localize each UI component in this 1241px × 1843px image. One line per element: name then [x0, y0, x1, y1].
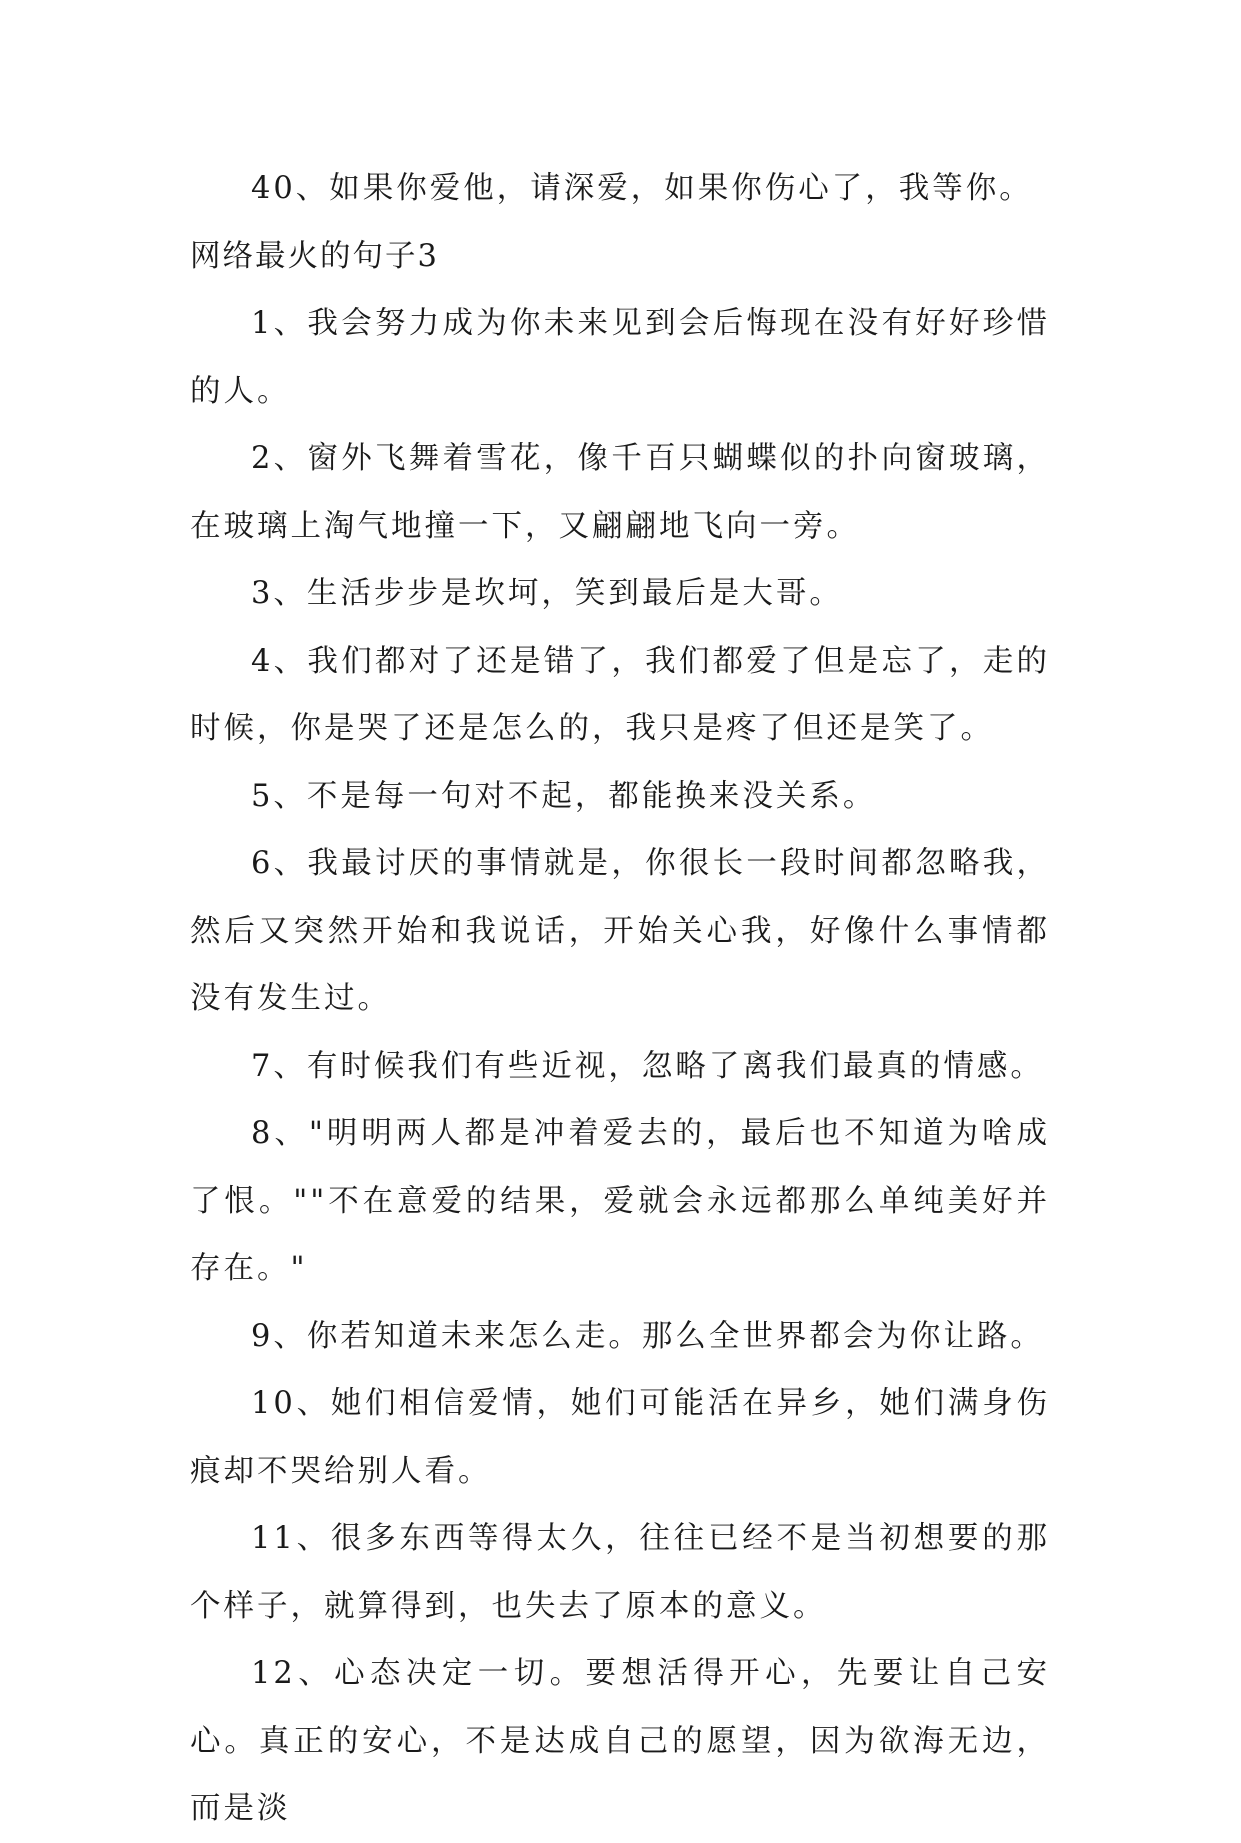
paragraph: 11、很多东西等得太久，往往已经不是当初想要的那个样子，就算得到，也失去了原本的意义。	[190, 1521, 1050, 1624]
section-heading: 网络最火的句子3	[190, 238, 439, 274]
paragraph: 7、有时候我们有些近视，忽略了离我们最真的情感。	[251, 1048, 1044, 1084]
paragraph: 40、如果你爱他，请深爱，如果你伤心了，我等你。	[251, 171, 1033, 206]
document-body	[190, 155, 1050, 1843]
paragraph: 4、我们都对了还是错了，我们都爱了但是忘了，走的时候，你是哭了还是怎么的，我只是疼了但还是笑了。	[190, 643, 1050, 746]
paragraph: 5、不是每一句对不起，都能换来没关系。	[251, 778, 877, 814]
paragraph: 10、她们相信爱情，她们可能活在异乡，她们满身伤痕却不哭给别人看。	[190, 1386, 1050, 1489]
paragraph: 12、心态决定一切。要想活得开心，先要让自己安心。真正的安心，不是达成自己的愿望，因为欲海无边，而是淡	[190, 1656, 1050, 1826]
paragraph: 3、生活步步是坎坷，笑到最后是大哥。	[251, 576, 843, 611]
paragraph: 8、"明明两人都是冲着爱去的，最后也不知道为啥成了恨。""不在意爱的结果，爱就会永远都那么单纯美好并存在。"	[190, 1116, 1050, 1286]
paragraph: 2、窗外飞舞着雪花，像千百只蝴蝶似的扑向窗玻璃，在玻璃上淘气地撞一下，又翩翩地飞向一旁。	[190, 441, 1050, 544]
paragraph: 1、我会努力成为你未来见到会后悔现在没有好好珍惜的人。	[190, 306, 1050, 409]
paragraph: 6、我最讨厌的事情就是，你很长一段时间都忽略我，然后又突然开始和我说话，开始关心我，好像什么事情都没有发生过。	[190, 846, 1050, 1016]
paragraph: 9、你若知道未来怎么走。那么全世界都会为你让路。	[251, 1318, 1044, 1354]
